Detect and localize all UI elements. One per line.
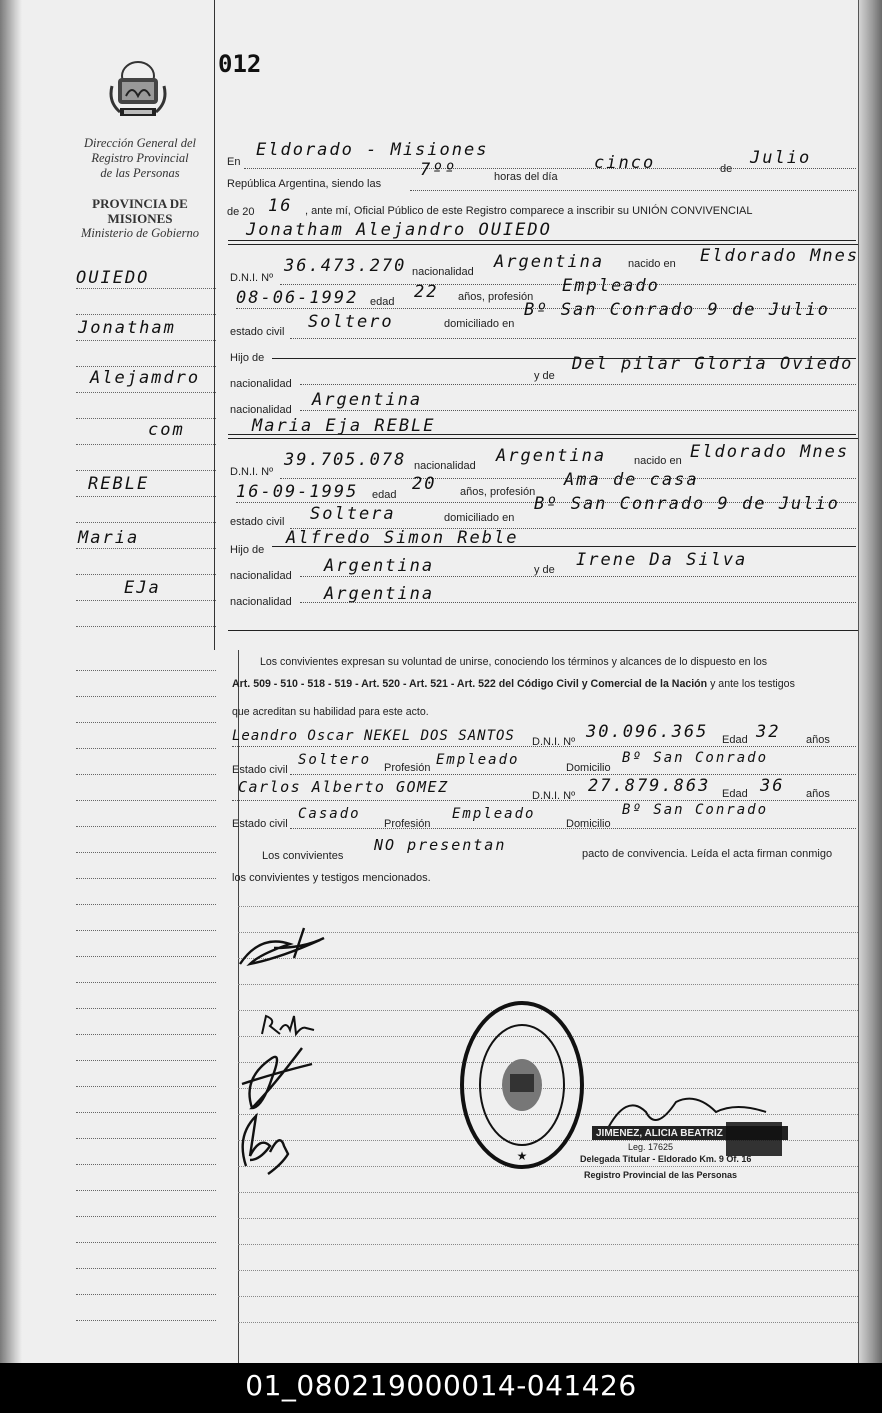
margin-rule xyxy=(76,852,216,853)
w2-address: Bº San Conrado xyxy=(622,802,769,818)
fill-line xyxy=(232,746,856,747)
official-leg: Leg. 17625 xyxy=(628,1142,674,1152)
fill-line xyxy=(300,410,856,411)
signature-rule xyxy=(238,1322,858,1323)
signature-rule xyxy=(238,1270,858,1271)
act-month: Julio xyxy=(750,148,812,168)
p2-nationality-label: nacionalidad xyxy=(414,460,476,472)
p1-civil-label: estado civil xyxy=(230,326,285,338)
margin-rule xyxy=(76,392,216,393)
w1-profession: Empleado xyxy=(436,752,520,768)
page-edge-right xyxy=(858,0,882,1363)
margin-divider xyxy=(214,0,215,650)
signature-4 xyxy=(234,1110,314,1180)
fill-line xyxy=(410,190,856,191)
p1-born-label: nacido en xyxy=(628,258,676,270)
p2-father-nat: Argentina xyxy=(324,556,435,576)
en-label: En xyxy=(227,156,241,168)
w2-age: 36 xyxy=(760,776,785,796)
section-rule xyxy=(228,244,858,245)
w2-civil-label: Estado civil xyxy=(232,818,288,830)
margin-rule xyxy=(76,1138,216,1139)
margin-rule xyxy=(76,800,216,801)
w2-age-label: Edad xyxy=(722,788,748,800)
margin-rule xyxy=(76,826,216,827)
signature-rule xyxy=(238,1244,858,1245)
document-footer-code: 01_080219000014-041426 xyxy=(0,1363,882,1413)
margin-rule xyxy=(76,548,216,549)
declaration-line-1: Los convivientes expresan su voluntad de unirse, conociendo los términos y alcances de lo dispuesto en los xyxy=(260,656,768,668)
fill-line xyxy=(300,384,856,385)
intro-rest: , ante mí, Oficial Público de este Registro comparece a inscribir su UNIÓN CONVIVENCIAL xyxy=(305,205,753,217)
declaration-witness-text: y ante los testigos xyxy=(707,678,795,690)
margin-rule xyxy=(76,748,216,749)
person1-fullname: Jonatham Alejandro OUIEDO xyxy=(246,220,552,240)
p1-address: Bº San Conrado 9 de Julio xyxy=(524,300,830,320)
margin-name-1a: Jonatham xyxy=(78,318,176,338)
p2-address-label: domiciliado en xyxy=(444,512,515,524)
year-label: de 20 xyxy=(227,206,255,218)
p2-profession: Ama de casa xyxy=(564,470,699,490)
signature-rule xyxy=(238,1296,858,1297)
p1-mother: Del pilar Gloria Oviedo xyxy=(572,354,854,374)
declaration-line-3: que acreditan su habilidad para este acto. xyxy=(232,706,429,718)
hours-label: horas del día xyxy=(494,171,558,183)
fill-line xyxy=(228,240,856,241)
w2-profession-label: Profesión xyxy=(384,818,431,830)
official-name: JIMENEZ, ALICIA BEATRIZ xyxy=(596,1128,723,1139)
margin-rule xyxy=(76,1008,216,1009)
p1-dni: 36.473.270 xyxy=(284,256,407,276)
p1-father-nat-label: nacionalidad xyxy=(230,378,292,390)
margin-rule xyxy=(76,1164,216,1165)
margin-rule xyxy=(76,1190,216,1191)
margin-rule xyxy=(76,1294,216,1295)
header-ministry: Ministerio de Gobierno xyxy=(80,226,200,240)
closing-value: NO presentan xyxy=(374,836,507,854)
p2-dni-label: D.N.I. Nº xyxy=(230,466,274,478)
margin-rule xyxy=(76,418,216,419)
margin-rule xyxy=(76,956,216,957)
p2-father-nat-label: nacionalidad xyxy=(230,570,292,582)
act-day: cinco xyxy=(594,153,656,173)
fill-line xyxy=(228,434,856,435)
p1-address-label: domiciliado en xyxy=(444,318,515,330)
signature-rule xyxy=(238,984,858,985)
w2-dni: 27.879.863 xyxy=(588,776,711,796)
margin-rule xyxy=(76,626,216,627)
official-office: Registro Provincial de las Personas xyxy=(584,1170,738,1180)
margin-rule xyxy=(76,600,216,601)
header-line-2: Registro Provincial xyxy=(91,151,189,165)
page-right-border xyxy=(858,0,859,1363)
p2-mother: Irene Da Silva xyxy=(576,550,748,570)
signature-3 xyxy=(232,1044,322,1114)
p2-age: 20 xyxy=(412,474,437,494)
margin-connector: com xyxy=(148,420,185,440)
w2-dni-label: D.N.I. Nº xyxy=(532,790,576,802)
w1-civil-status: Soltero xyxy=(298,752,372,768)
p1-child-label: Hijo de xyxy=(230,352,265,364)
margin-name-2a: Maria xyxy=(78,528,140,548)
w2-civil-status: Casado xyxy=(298,806,361,822)
fill-line xyxy=(300,576,856,577)
margin-rule xyxy=(76,444,216,445)
republic-label: República Argentina, siendo las xyxy=(227,178,382,190)
p1-birth-date: 08-06-1992 xyxy=(236,288,359,308)
signature-1 xyxy=(234,918,344,974)
header-line-3: de las Personas xyxy=(100,166,180,180)
margin-rule xyxy=(76,1060,216,1061)
p1-born-place: Eldorado Mnes xyxy=(700,246,860,266)
margin-rule xyxy=(76,574,216,575)
de-label: de xyxy=(720,163,733,175)
p2-dni: 39.705.078 xyxy=(284,450,407,470)
p1-y-de-label: y de xyxy=(534,370,555,382)
margin-rule xyxy=(76,670,216,671)
p2-birth-date: 16-09-1995 xyxy=(236,482,359,502)
margin-rule xyxy=(76,904,216,905)
margin-surname-1: OUIEDO xyxy=(76,268,150,288)
margin-surname-2: REBLE xyxy=(88,474,150,494)
p2-years-label: años, profesión xyxy=(460,486,536,498)
closing-label: Los convivientes xyxy=(262,850,344,862)
fill-line xyxy=(244,168,856,169)
w1-civil-label: Estado civil xyxy=(232,764,288,776)
margin-rule xyxy=(76,1034,216,1035)
p2-address: Bº San Conrado 9 de Julio xyxy=(534,494,840,514)
header-province-2: MISIONES xyxy=(107,211,173,226)
header-line-1: Dirección General del xyxy=(84,136,196,150)
p2-born-label: nacido en xyxy=(634,455,682,467)
signature-rule xyxy=(238,1192,858,1193)
p1-profession: Empleado xyxy=(562,276,660,296)
p2-nationality: Argentina xyxy=(496,446,607,466)
margin-rule xyxy=(76,696,216,697)
section-rule xyxy=(228,438,858,439)
w1-age: 32 xyxy=(756,722,781,742)
margin-rule xyxy=(76,522,216,523)
fill-line xyxy=(232,800,856,801)
margin-rule xyxy=(76,1320,216,1321)
margin-rule xyxy=(76,982,216,983)
declaration-line-2 xyxy=(232,678,795,690)
margin-rule xyxy=(76,1216,216,1217)
margin-rule xyxy=(76,340,216,341)
person2-fullname: Maria Eja REBLE xyxy=(252,416,436,436)
fill-line xyxy=(290,338,856,339)
margin-rule xyxy=(76,496,216,497)
margin-rule xyxy=(76,470,216,471)
fill-line xyxy=(290,828,856,829)
w2-name: Carlos Alberto GOMEZ xyxy=(238,778,449,796)
w1-address: Bº San Conrado xyxy=(622,750,769,766)
signature-2 xyxy=(258,1010,318,1040)
p2-child-label: Hijo de xyxy=(230,544,265,556)
fill-line xyxy=(272,546,856,547)
svg-text:★: ★ xyxy=(516,1149,528,1163)
registry-seal-stamp xyxy=(458,1000,586,1170)
p2-civil-label: estado civil xyxy=(230,516,285,528)
p2-born-place: Eldorado Mnes xyxy=(690,442,850,462)
w1-address-label: Domicilio xyxy=(566,762,611,774)
declaration-articles: Art. 509 - 510 - 518 - 519 - Art. 520 - Art. 521 - Art. 522 del Código Civil y Comercial de la Nación xyxy=(232,678,708,690)
margin-divider-lower xyxy=(238,650,239,1363)
w1-dni: 30.096.365 xyxy=(586,722,709,742)
w2-profession: Empleado xyxy=(452,806,536,822)
w1-dni-label: D.N.I. Nº xyxy=(532,736,576,748)
margin-rule xyxy=(76,1112,216,1113)
p1-civil-status: Soltero xyxy=(308,312,394,332)
fill-line xyxy=(300,602,856,603)
margin-name-2b: EJa xyxy=(124,578,161,598)
margin-rule xyxy=(76,1242,216,1243)
p2-civil-status: Soltera xyxy=(310,504,396,524)
p1-mother-nat-label: nacionalidad xyxy=(230,404,292,416)
page-edge-left xyxy=(0,0,22,1363)
margin-rule xyxy=(76,314,216,315)
coat-of-arms-icon xyxy=(106,56,170,122)
signature-rule xyxy=(238,1218,858,1219)
margin-rule xyxy=(76,1086,216,1087)
section-rule xyxy=(228,630,858,631)
w2-address-label: Domicilio xyxy=(566,818,611,830)
p1-nationality: Argentina xyxy=(494,252,605,272)
official-role: Delegada Titular - Eldorado Km. 9 Of. 16 xyxy=(580,1154,752,1164)
p1-age-label: edad xyxy=(370,296,395,308)
p1-nationality-label: nacionalidad xyxy=(412,266,474,278)
act-hour: 7ºº xyxy=(420,160,457,180)
page-number: 012 xyxy=(218,50,262,78)
margin-rule xyxy=(76,288,216,289)
p2-y-de-label: y de xyxy=(534,564,555,576)
w1-name: Leandro Oscar NEKEL DOS SANTOS xyxy=(232,728,515,744)
margin-rule xyxy=(76,1268,216,1269)
w1-profession-label: Profesión xyxy=(384,762,431,774)
w2-years-label: años xyxy=(806,788,830,800)
act-place: Eldorado - Misiones xyxy=(256,140,489,160)
act-year: 16 xyxy=(268,196,293,216)
p2-age-label: edad xyxy=(372,489,397,501)
p1-years-label: años, profesión xyxy=(458,291,534,303)
fill-line xyxy=(290,774,856,775)
p2-mother-nat: Argentina xyxy=(324,584,435,604)
margin-rule xyxy=(76,878,216,879)
p1-age: 22 xyxy=(414,282,439,302)
margin-rule xyxy=(76,722,216,723)
margin-rule xyxy=(76,774,216,775)
p1-dni-label: D.N.I. Nº xyxy=(230,272,274,284)
closing-line-2: los convivientes y testigos mencionados. xyxy=(232,872,431,884)
p2-father: Alfredo Simon Reble xyxy=(286,528,519,548)
signature-rule xyxy=(238,906,858,907)
w1-years-label: años xyxy=(806,734,830,746)
closing-rest: pacto de convivencia. Leída el acta firman conmigo xyxy=(582,848,833,860)
header-province-1: PROVINCIA DE xyxy=(92,196,188,211)
margin-name-1b: Alejamdro xyxy=(90,368,201,388)
p2-mother-nat-label: nacionalidad xyxy=(230,596,292,608)
margin-rule xyxy=(76,930,216,931)
p1-mother-nat: Argentina xyxy=(312,390,423,410)
w1-age-label: Edad xyxy=(722,734,748,746)
margin-rule xyxy=(76,366,216,367)
